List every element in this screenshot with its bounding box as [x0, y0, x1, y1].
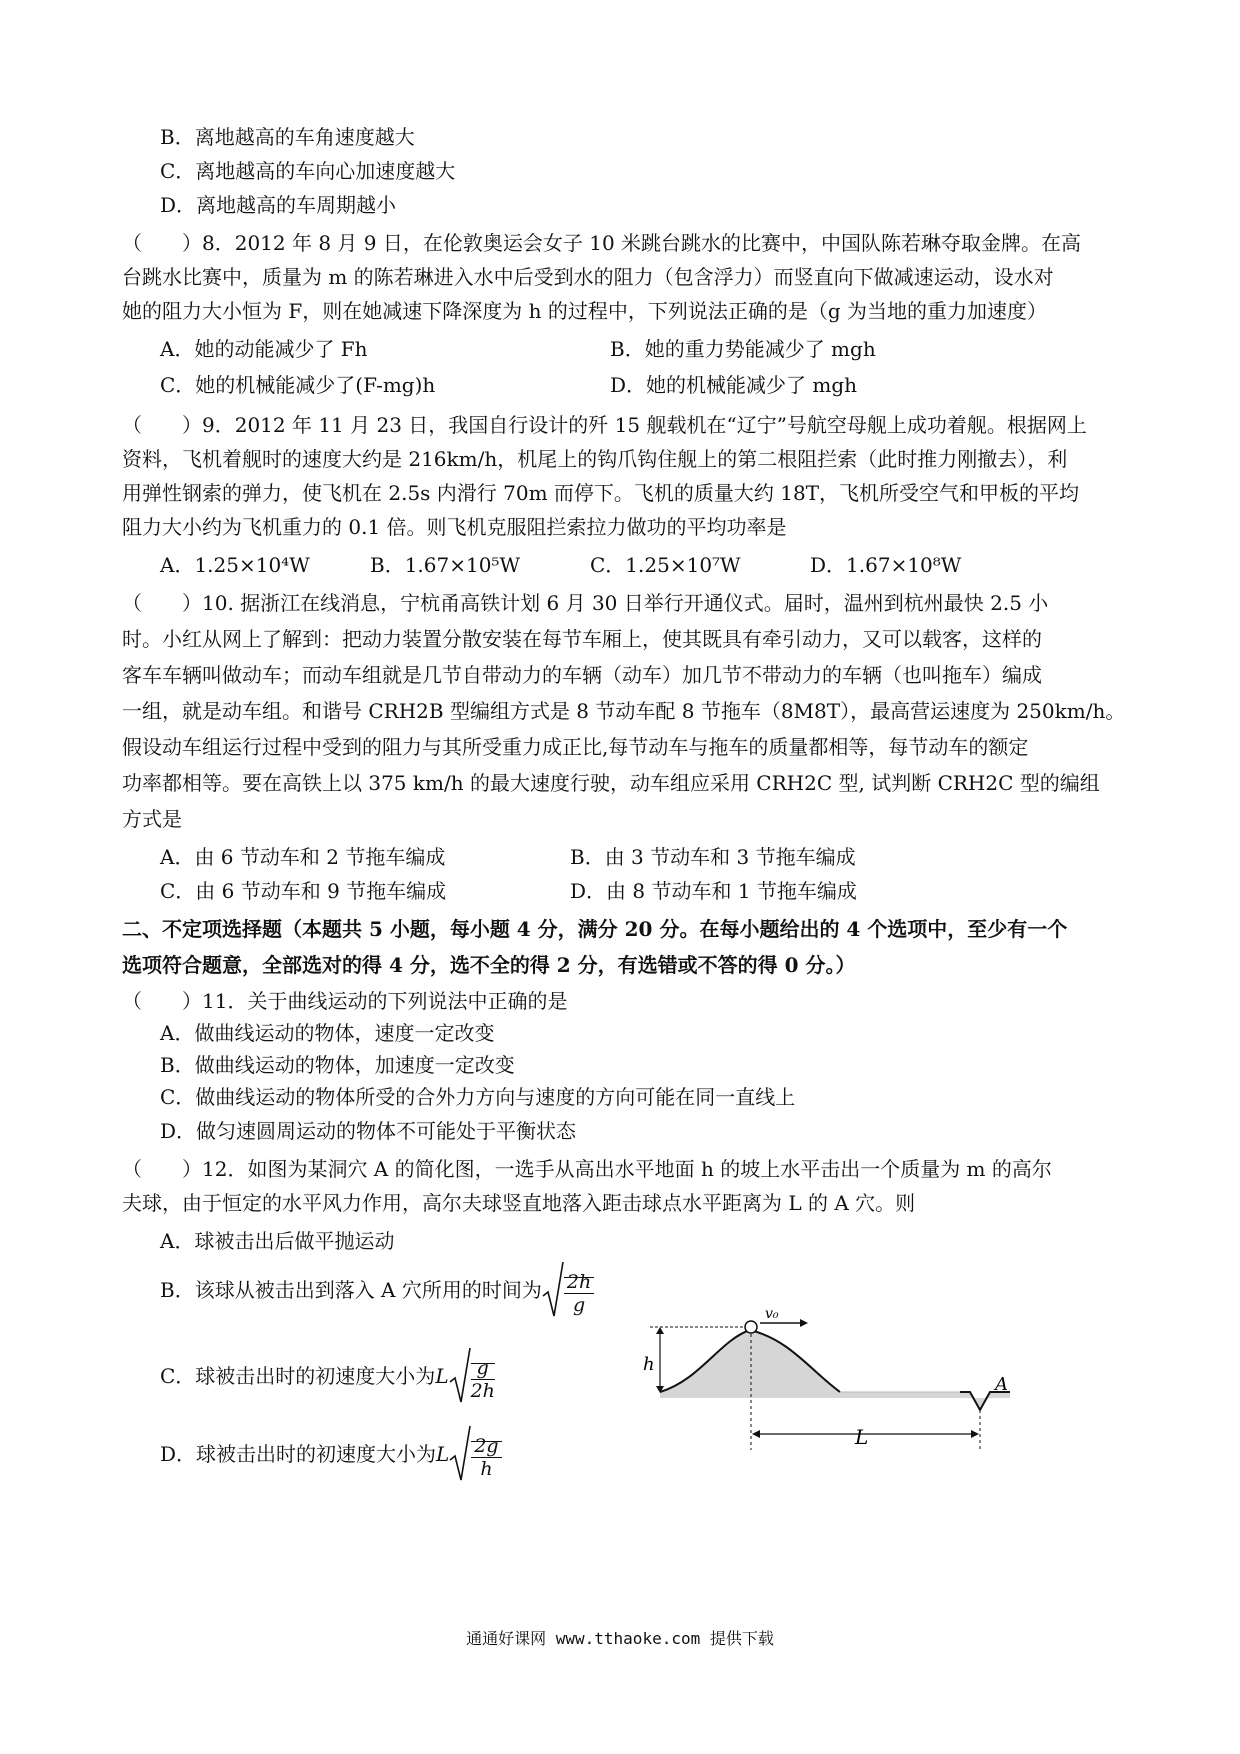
q11-option-b: B．做曲线运动的物体，加速度一定改变	[160, 1053, 515, 1077]
q9-stem-line4: 阻力大小约为飞机重力的 0.1 倍。则飞机克服阻拦索拉力做功的平均功率是	[122, 515, 787, 539]
q7-option-b: B．离地越高的车角速度越大	[160, 125, 415, 149]
q11-stem: （ ）11．关于曲线运动的下列说法中正确的是	[122, 989, 568, 1013]
q10-option-b: B．由 3 节动车和 3 节拖车编成	[570, 845, 856, 869]
section2-heading-line2: 选项符合题意，全部选对的得 4 分，选不全的得 2 分，有选错或不答的得 0 分。）	[122, 953, 856, 977]
q12-option-c	[160, 1348, 495, 1406]
q12-b-numerator: 2h	[564, 1271, 594, 1294]
figure-L-label: L	[855, 1425, 869, 1449]
figure-A-label: A	[995, 1374, 1008, 1395]
q10-stem-line3: 客车车辆叫做动车；而动车组就是几节自带动力的车辆（动车）加几节不带动力的车辆（也叫拖车）编成	[122, 663, 1042, 687]
q12-option-a: A．球被击出后做平抛运动	[160, 1229, 395, 1253]
q12-d-L: L	[436, 1442, 450, 1466]
q10-option-d: D．由 8 节动车和 1 节拖车编成	[570, 879, 857, 903]
q10-stem-line4: 一组，就是动车组。和谐号 CRH2B 型编组方式是 8 节动车配 8 节拖车（8M8T），最高营运速度为 250km/h。	[122, 699, 1126, 723]
q9-stem-line3: 用弹性钢索的弹力，使飞机在 2.5s 内滑行 70m 而停下。飞机的质量大约 18T，飞机所受空气和甲板的平均	[122, 481, 1080, 505]
q12-d-denominator: h	[480, 1457, 493, 1480]
q10-stem-line1: （ ）10. 据浙江在线消息，宁杭甬高铁计划 6 月 30 日举行开通仪式。届时，温州到杭州最快 2.5 小	[122, 591, 1049, 615]
q12-c-L: L	[435, 1364, 449, 1388]
q10-stem-line7: 方式是	[122, 807, 182, 831]
figure-h-label: h	[643, 1354, 655, 1375]
q12-c-numerator: g	[471, 1357, 495, 1380]
q8-stem-line2: 台跳水比赛中，质量为 m 的陈若琳进入水中后受到水的阻力（包含浮力）而竖直向下做减速运动，设水对	[122, 265, 1054, 289]
q8-option-a: A．她的动能减少了 Fh	[160, 337, 368, 361]
q10-option-a: A．由 6 节动车和 2 节拖车编成	[160, 845, 446, 869]
q10-stem-line6: 功率都相等。要在高铁上以 375 km/h 的最大速度行驶，动车组应采用 CRH2C 型, 试判断 CRH2C 型的编组	[122, 771, 1100, 795]
q12-stem-line1: （ ）12．如图为某洞穴 A 的简化图，一选手从高出水平地面 h 的坡上水平击出一个质量为 m 的高尔	[122, 1157, 1052, 1181]
q7-option-d: D．离地越高的车周期越小	[160, 193, 397, 217]
golf-hill-figure	[640, 1310, 1030, 1460]
q10-stem-line5: 假设动车组运行过程中受到的阻力与其所受重力成正比,每节动车与拖车的质量都相等，每节动车的额定	[122, 735, 1029, 759]
q12-d-numerator: 2g	[471, 1435, 501, 1458]
q10-option-c: C．由 6 节动车和 9 节拖车编成	[160, 879, 447, 903]
q9-stem-line1: （ ）9．2012 年 11 月 23 日，我国自行设计的歼 15 舰载机在“辽宁”号航空母舰上成功着舰。根据网上	[122, 413, 1087, 437]
q12-option-c-text: C．球被击出时的初速度大小为	[160, 1364, 436, 1388]
q8-option-b: B．她的重力势能减少了 mgh	[610, 337, 876, 361]
q8-option-d: D．她的机械能减少了 mgh	[610, 373, 858, 397]
q11-option-d: D．做匀速圆周运动的物体不可能处于平衡状态	[160, 1119, 577, 1143]
q9-option-c: C．1.25×10⁷W	[590, 553, 741, 577]
q12-c-denominator: 2h	[470, 1379, 495, 1402]
q9-stem-line2: 资料，飞机着舰时的速度大约是 216km/h，机尾上的钩爪钩住舰上的第二根阻拦索（此时推力刚撤去），利	[122, 447, 1068, 471]
q12-b-denominator: g	[572, 1293, 586, 1316]
q8-option-c: C．她的机械能减少了(F-mg)h	[160, 373, 436, 397]
q12-option-d-text: D．球被击出时的初速度大小为	[160, 1442, 437, 1466]
page-footer: 通通好课网 www.tthaoke.com 提供下载	[466, 1629, 774, 1648]
q7-option-c: C．离地越高的车向心加速度越大	[160, 159, 456, 183]
q8-stem-line1: （ ）8．2012 年 8 月 9 日，在伦敦奥运会女子 10 米跳台跳水的比赛中，中国队陈若琳夺取金牌。在高	[122, 231, 1082, 255]
q12-option-b-formula	[542, 1264, 594, 1320]
q11-option-c: C．做曲线运动的物体所受的合外力方向与速度的方向可能在同一直线上	[160, 1085, 796, 1109]
q10-stem-line2: 时。小红从网上了解到：把动力装置分散安装在每节车厢上，使其既具有牵引动力，又可以载客，这样的	[122, 627, 1042, 651]
section2-heading-line1: 二、不定项选择题（本题共 5 小题，每小题 4 分，满分 20 分。在每小题给出的 4 个选项中，至少有一个	[122, 917, 1068, 941]
q8-stem-line3: 她的阻力大小恒为 F，则在她减速下降深度为 h 的过程中，下列说法正确的是（g 为当地的重力加速度）	[122, 299, 1047, 323]
q12-option-c-formula	[449, 1350, 495, 1406]
q9-option-a: A．1.25×10⁴W	[160, 553, 310, 577]
q12-option-b	[160, 1262, 594, 1320]
figure-v0-label: v₀	[765, 1310, 779, 1322]
q12-option-d	[160, 1426, 502, 1484]
q12-option-d-formula	[449, 1428, 501, 1484]
q9-option-b: B．1.67×10⁵W	[370, 553, 521, 577]
q12-stem-line2: 夫球，由于恒定的水平风力作用，高尔夫球竖直地落入距击球点水平距离为 L 的 A 穴。则	[122, 1191, 916, 1215]
q9-option-d: D．1.67×10⁸W	[810, 553, 962, 577]
q12-option-b-text: B．该球从被击出到落入 A 穴所用的时间为	[160, 1278, 542, 1302]
q11-option-a: A．做曲线运动的物体，速度一定改变	[160, 1021, 495, 1045]
